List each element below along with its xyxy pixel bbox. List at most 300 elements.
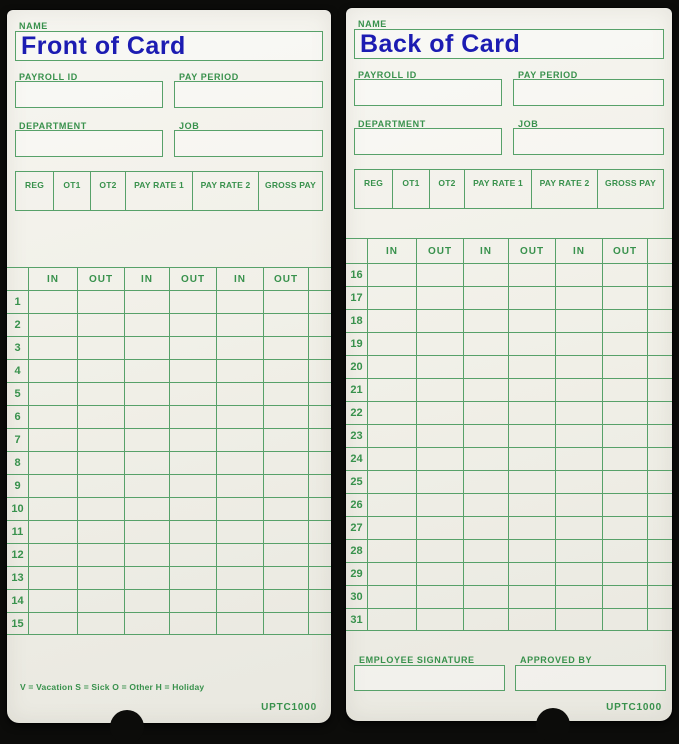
day-row xyxy=(346,378,672,401)
department-field[interactable] xyxy=(15,130,163,157)
punch-cell[interactable] xyxy=(368,517,417,539)
punch-cell[interactable] xyxy=(217,360,264,382)
punch-header-cell-out: OUT xyxy=(509,239,556,263)
punch-cell[interactable] xyxy=(170,383,217,405)
punch-header-row xyxy=(346,238,672,263)
punch-cell[interactable] xyxy=(417,540,464,562)
punch-cell[interactable] xyxy=(170,337,217,359)
punch-cell[interactable] xyxy=(217,452,264,474)
punch-cell[interactable] xyxy=(78,475,125,497)
punch-cell[interactable] xyxy=(368,310,417,332)
day-row xyxy=(346,516,672,539)
punch-cell[interactable] xyxy=(29,429,78,451)
punch-cell[interactable] xyxy=(170,314,217,336)
day-number-cell xyxy=(346,333,368,355)
job-field[interactable] xyxy=(174,130,323,157)
day-number-cell-label: 7 xyxy=(14,434,21,446)
name-label: NAME xyxy=(19,21,48,31)
punch-trailing-cell xyxy=(648,425,672,447)
punch-cell[interactable] xyxy=(368,609,417,630)
day-number-cell xyxy=(346,448,368,470)
punch-cell[interactable] xyxy=(603,609,648,630)
name-field[interactable] xyxy=(354,29,664,59)
punch-cell[interactable] xyxy=(464,264,509,286)
punch-header-cell-out: OUT xyxy=(264,268,309,290)
punch-cell[interactable] xyxy=(417,402,464,424)
summary-cell-reg-label: REG xyxy=(24,180,45,190)
punch-cell[interactable] xyxy=(464,563,509,585)
pay-period-label: PAY PERIOD xyxy=(179,72,239,82)
punch-cell[interactable] xyxy=(78,590,125,612)
punch-cell[interactable] xyxy=(603,540,648,562)
punch-cell[interactable] xyxy=(125,590,170,612)
day-number-cell-label: 25 xyxy=(350,476,363,488)
day-number-cell-label: 30 xyxy=(350,591,363,603)
punch-cell[interactable] xyxy=(29,475,78,497)
punch-cell[interactable] xyxy=(125,360,170,382)
day-row xyxy=(346,401,672,424)
punch-cell[interactable] xyxy=(464,494,509,516)
day-number-cell-label: 19 xyxy=(350,338,363,350)
punch-cell[interactable] xyxy=(509,425,556,447)
model-number: UPTC1000 xyxy=(606,702,662,713)
punch-cell[interactable] xyxy=(264,590,309,612)
punch-cell[interactable] xyxy=(264,452,309,474)
punch-cell[interactable] xyxy=(264,337,309,359)
model-number: UPTC1000 xyxy=(261,702,317,713)
day-number-cell xyxy=(7,314,29,336)
punch-cell[interactable] xyxy=(29,452,78,474)
punch-cell[interactable] xyxy=(217,475,264,497)
punch-cell[interactable] xyxy=(264,291,309,313)
punch-cell[interactable] xyxy=(125,314,170,336)
punch-cell[interactable] xyxy=(170,521,217,543)
punch-header-cell-in: IN xyxy=(556,239,603,263)
punch-cell[interactable] xyxy=(509,517,556,539)
day-row xyxy=(346,539,672,562)
punch-cell[interactable] xyxy=(603,471,648,493)
punch-cell[interactable] xyxy=(264,383,309,405)
punch-cell[interactable] xyxy=(170,429,217,451)
summary-cell-ot1-label: OT1 xyxy=(402,178,420,188)
punch-trailing-cell xyxy=(648,540,672,562)
day-number-cell-label: 28 xyxy=(350,545,363,557)
punch-cell[interactable] xyxy=(509,563,556,585)
punch-header-trailing xyxy=(309,268,331,290)
summary-cell-pay-rate-2[interactable] xyxy=(193,172,259,210)
punch-cell[interactable] xyxy=(417,586,464,608)
punch-cell[interactable] xyxy=(556,540,603,562)
punch-cell[interactable] xyxy=(264,475,309,497)
punch-cell[interactable] xyxy=(509,402,556,424)
day-row xyxy=(7,359,331,382)
summary-cell-ot2-label: OT2 xyxy=(99,180,117,190)
punch-cell[interactable] xyxy=(603,287,648,309)
punch-cell[interactable] xyxy=(217,337,264,359)
punch-cell[interactable] xyxy=(417,563,464,585)
punch-cell[interactable] xyxy=(509,356,556,378)
day-row xyxy=(7,313,331,336)
punch-cell[interactable] xyxy=(29,337,78,359)
punch-cell[interactable] xyxy=(170,544,217,566)
bottom-notch xyxy=(110,710,144,744)
punch-trailing-cell xyxy=(309,337,331,359)
punch-cell[interactable] xyxy=(29,498,78,520)
punch-cell[interactable] xyxy=(125,406,170,428)
punch-cell[interactable] xyxy=(556,448,603,470)
punch-cell[interactable] xyxy=(368,356,417,378)
punch-cell[interactable] xyxy=(264,498,309,520)
punch-cell[interactable] xyxy=(29,406,78,428)
punch-cell[interactable] xyxy=(603,264,648,286)
punch-cell[interactable] xyxy=(556,264,603,286)
summary-cell-pay-rate-1-label: PAY RATE 1 xyxy=(473,178,523,188)
punch-cell[interactable] xyxy=(368,448,417,470)
punch-cell[interactable] xyxy=(603,333,648,355)
punch-cell[interactable] xyxy=(556,494,603,516)
punch-cell[interactable] xyxy=(509,471,556,493)
punch-cell[interactable] xyxy=(78,567,125,589)
approved-by-field[interactable] xyxy=(515,665,666,691)
time-card-front xyxy=(7,10,331,723)
punch-cell[interactable] xyxy=(170,498,217,520)
punch-cell[interactable] xyxy=(170,406,217,428)
punch-cell[interactable] xyxy=(125,498,170,520)
punch-cell[interactable] xyxy=(464,609,509,630)
punch-cell[interactable] xyxy=(509,586,556,608)
punch-trailing-cell xyxy=(648,563,672,585)
punch-trailing-cell xyxy=(309,360,331,382)
punch-cell[interactable] xyxy=(170,475,217,497)
pay-period-label: PAY PERIOD xyxy=(518,70,578,80)
summary-cell-ot2[interactable] xyxy=(91,172,126,210)
name-field[interactable] xyxy=(15,31,323,61)
punch-cell[interactable] xyxy=(368,540,417,562)
punch-cell[interactable] xyxy=(78,498,125,520)
day-number-cell xyxy=(346,425,368,447)
punch-cell[interactable] xyxy=(509,310,556,332)
punch-cell[interactable] xyxy=(509,287,556,309)
day-number-cell xyxy=(7,613,29,634)
punch-cell[interactable] xyxy=(29,360,78,382)
punch-cell[interactable] xyxy=(368,402,417,424)
punch-header-cell-out: OUT xyxy=(78,268,125,290)
summary-cell-reg[interactable] xyxy=(355,170,393,208)
summary-cell-pay-rate-1[interactable] xyxy=(465,170,532,208)
punch-cell[interactable] xyxy=(509,609,556,630)
punch-cell[interactable] xyxy=(217,406,264,428)
punch-cell[interactable] xyxy=(509,333,556,355)
punch-cell[interactable] xyxy=(125,567,170,589)
punch-cell[interactable] xyxy=(125,521,170,543)
punch-cell[interactable] xyxy=(603,379,648,401)
punch-cell[interactable] xyxy=(556,402,603,424)
payroll-id-field[interactable] xyxy=(15,81,163,108)
punch-cell[interactable] xyxy=(603,494,648,516)
punch-cell[interactable] xyxy=(125,291,170,313)
punch-cell[interactable] xyxy=(464,517,509,539)
punch-header-cell-in: IN xyxy=(125,268,170,290)
punch-cell[interactable] xyxy=(78,429,125,451)
punch-cell[interactable] xyxy=(217,383,264,405)
day-number-cell xyxy=(7,291,29,313)
punch-trailing-cell xyxy=(309,452,331,474)
punch-cell[interactable] xyxy=(464,540,509,562)
punch-cell[interactable] xyxy=(509,448,556,470)
punch-cell[interactable] xyxy=(125,383,170,405)
punch-cell[interactable] xyxy=(603,448,648,470)
summary-cell-ot1[interactable] xyxy=(393,170,430,208)
day-row xyxy=(7,474,331,497)
punch-cell[interactable] xyxy=(29,590,78,612)
punch-trailing-cell xyxy=(309,567,331,589)
punch-cell[interactable] xyxy=(217,567,264,589)
day-number-cell xyxy=(346,402,368,424)
day-row xyxy=(346,585,672,608)
day-number-cell xyxy=(346,379,368,401)
punch-cell[interactable] xyxy=(125,337,170,359)
day-row xyxy=(7,382,331,405)
punch-cell[interactable] xyxy=(78,452,125,474)
punch-header-cell-out: OUT xyxy=(603,239,648,263)
punch-cell[interactable] xyxy=(217,521,264,543)
punch-cell[interactable] xyxy=(78,314,125,336)
punch-cell[interactable] xyxy=(29,291,78,313)
punch-cell[interactable] xyxy=(78,406,125,428)
punch-cell[interactable] xyxy=(29,567,78,589)
employee-signature-field[interactable] xyxy=(354,665,505,691)
punch-cell[interactable] xyxy=(217,314,264,336)
punch-cell[interactable] xyxy=(556,287,603,309)
punch-cell[interactable] xyxy=(29,613,78,634)
punch-cell[interactable] xyxy=(264,429,309,451)
day-row xyxy=(7,290,331,313)
punch-cell[interactable] xyxy=(78,337,125,359)
punch-trailing-cell xyxy=(309,498,331,520)
punch-cell[interactable] xyxy=(170,360,217,382)
punch-cell[interactable] xyxy=(264,521,309,543)
day-row xyxy=(346,286,672,309)
punch-cell[interactable] xyxy=(170,567,217,589)
punch-cell[interactable] xyxy=(78,544,125,566)
punch-cell[interactable] xyxy=(264,544,309,566)
punch-cell[interactable] xyxy=(217,498,264,520)
punch-cell[interactable] xyxy=(603,356,648,378)
punch-cell[interactable] xyxy=(417,356,464,378)
employee-signature-label: EMPLOYEE SIGNATURE xyxy=(359,655,475,665)
punch-cell[interactable] xyxy=(464,425,509,447)
punch-cell[interactable] xyxy=(464,402,509,424)
punch-cell[interactable] xyxy=(603,310,648,332)
punch-cell[interactable] xyxy=(417,609,464,630)
day-number-cell-label: 20 xyxy=(350,361,363,373)
punch-cell[interactable] xyxy=(464,471,509,493)
punch-cell[interactable] xyxy=(368,379,417,401)
punch-cell[interactable] xyxy=(556,333,603,355)
punch-cell[interactable] xyxy=(29,544,78,566)
punch-cell[interactable] xyxy=(368,563,417,585)
punch-cell[interactable] xyxy=(417,425,464,447)
day-row xyxy=(346,470,672,493)
day-row xyxy=(346,447,672,470)
punch-cell[interactable] xyxy=(170,590,217,612)
punch-trailing-cell xyxy=(648,494,672,516)
day-row xyxy=(346,355,672,378)
day-row xyxy=(346,493,672,516)
day-number-cell-label: 29 xyxy=(350,568,363,580)
punch-trailing-cell xyxy=(648,287,672,309)
day-number-cell xyxy=(346,356,368,378)
punch-cell[interactable] xyxy=(78,613,125,634)
punch-cell[interactable] xyxy=(417,448,464,470)
punch-cell[interactable] xyxy=(464,310,509,332)
punch-cell[interactable] xyxy=(603,563,648,585)
department-label: DEPARTMENT xyxy=(358,119,426,129)
punch-cell[interactable] xyxy=(217,590,264,612)
time-card-back xyxy=(346,8,672,721)
punch-cell[interactable] xyxy=(125,475,170,497)
punch-cell[interactable] xyxy=(264,567,309,589)
punch-cell[interactable] xyxy=(556,517,603,539)
punch-cell[interactable] xyxy=(29,314,78,336)
punch-cell[interactable] xyxy=(556,609,603,630)
punch-cell[interactable] xyxy=(264,613,309,634)
punch-cell[interactable] xyxy=(264,360,309,382)
punch-cell[interactable] xyxy=(368,586,417,608)
summary-cell-pay-rate-2[interactable] xyxy=(532,170,598,208)
punch-cell[interactable] xyxy=(29,521,78,543)
summary-cell-ot1[interactable] xyxy=(54,172,91,210)
punch-trailing-cell xyxy=(309,291,331,313)
punch-trailing-cell xyxy=(309,521,331,543)
summary-cell-gross-pay[interactable] xyxy=(259,172,322,210)
punch-cell[interactable] xyxy=(170,613,217,634)
day-number-cell xyxy=(7,360,29,382)
punch-cell[interactable] xyxy=(417,471,464,493)
punch-cell[interactable] xyxy=(556,563,603,585)
punch-cell[interactable] xyxy=(368,471,417,493)
punch-cell[interactable] xyxy=(603,425,648,447)
day-number-cell-label: 5 xyxy=(14,388,21,400)
job-field[interactable] xyxy=(513,128,664,155)
punch-cell[interactable] xyxy=(556,356,603,378)
punch-cell[interactable] xyxy=(217,429,264,451)
pay-summary-table xyxy=(15,171,323,211)
punch-cell[interactable] xyxy=(217,544,264,566)
summary-cell-reg[interactable] xyxy=(16,172,54,210)
pay-period-field[interactable] xyxy=(174,81,323,108)
punch-cell[interactable] xyxy=(170,291,217,313)
day-number-cell-label: 10 xyxy=(11,503,24,515)
punch-cell[interactable] xyxy=(603,517,648,539)
summary-cell-pay-rate-1[interactable] xyxy=(126,172,193,210)
punch-cell[interactable] xyxy=(509,540,556,562)
punch-cell[interactable] xyxy=(603,402,648,424)
punch-cell[interactable] xyxy=(368,287,417,309)
punch-cell[interactable] xyxy=(417,494,464,516)
job-label: JOB xyxy=(518,119,539,129)
punch-cell[interactable] xyxy=(556,471,603,493)
day-number-cell xyxy=(7,590,29,612)
punch-cell[interactable] xyxy=(417,264,464,286)
department-field[interactable] xyxy=(354,128,502,155)
punch-cell[interactable] xyxy=(264,314,309,336)
punch-cell[interactable] xyxy=(170,452,217,474)
day-row xyxy=(7,612,331,635)
punch-cell[interactable] xyxy=(78,521,125,543)
pay-summary-table xyxy=(354,169,664,209)
job-label: JOB xyxy=(179,121,200,131)
punch-cell[interactable] xyxy=(464,586,509,608)
day-number-cell-label: 31 xyxy=(350,613,363,626)
punch-cell[interactable] xyxy=(417,517,464,539)
punch-cell[interactable] xyxy=(556,379,603,401)
punch-cell[interactable] xyxy=(125,429,170,451)
punch-trailing-cell xyxy=(648,333,672,355)
punch-cell[interactable] xyxy=(368,425,417,447)
punch-cell[interactable] xyxy=(368,494,417,516)
punch-cell[interactable] xyxy=(603,586,648,608)
day-number-cell-label: 18 xyxy=(350,315,363,327)
punch-cell[interactable] xyxy=(125,544,170,566)
punch-header-trailing xyxy=(648,239,672,263)
punch-cell[interactable] xyxy=(464,379,509,401)
punch-cell[interactable] xyxy=(417,310,464,332)
punch-trailing-cell xyxy=(648,517,672,539)
punch-header-cell-in: IN xyxy=(464,239,509,263)
pay-period-field[interactable] xyxy=(513,79,664,106)
punch-cell[interactable] xyxy=(125,613,170,634)
punch-cell[interactable] xyxy=(509,494,556,516)
punch-cell[interactable] xyxy=(78,383,125,405)
punch-trailing-cell xyxy=(648,448,672,470)
punch-cell[interactable] xyxy=(464,448,509,470)
day-number-cell xyxy=(346,310,368,332)
punch-cell[interactable] xyxy=(217,613,264,634)
summary-cell-gross-pay-label: GROSS PAY xyxy=(265,180,316,190)
punch-cell[interactable] xyxy=(417,333,464,355)
day-row xyxy=(7,451,331,474)
punch-cell[interactable] xyxy=(125,452,170,474)
punch-cell[interactable] xyxy=(509,379,556,401)
punch-cell[interactable] xyxy=(464,356,509,378)
punch-cell[interactable] xyxy=(417,287,464,309)
payroll-id-field[interactable] xyxy=(354,79,502,106)
summary-cell-gross-pay[interactable] xyxy=(598,170,663,208)
punch-cell[interactable] xyxy=(29,383,78,405)
punch-cell[interactable] xyxy=(217,291,264,313)
punch-cell[interactable] xyxy=(464,333,509,355)
punch-cell[interactable] xyxy=(556,586,603,608)
punch-cell[interactable] xyxy=(556,425,603,447)
punch-trailing-cell xyxy=(309,429,331,451)
punch-cell[interactable] xyxy=(78,291,125,313)
punch-cell[interactable] xyxy=(78,360,125,382)
day-number-cell-label: 1 xyxy=(14,296,21,308)
day-row xyxy=(346,562,672,585)
punch-cell[interactable] xyxy=(368,264,417,286)
punch-header-cell-in: IN xyxy=(217,268,264,290)
name-value: Front of Card xyxy=(21,32,186,60)
punch-cell[interactable] xyxy=(264,406,309,428)
punch-cell[interactable] xyxy=(464,287,509,309)
punch-cell[interactable] xyxy=(417,379,464,401)
punch-cell[interactable] xyxy=(368,333,417,355)
summary-cell-ot2[interactable] xyxy=(430,170,465,208)
punch-cell[interactable] xyxy=(556,310,603,332)
summary-cell-pay-rate-2-label: PAY RATE 2 xyxy=(200,180,251,190)
punch-cell[interactable] xyxy=(509,264,556,286)
